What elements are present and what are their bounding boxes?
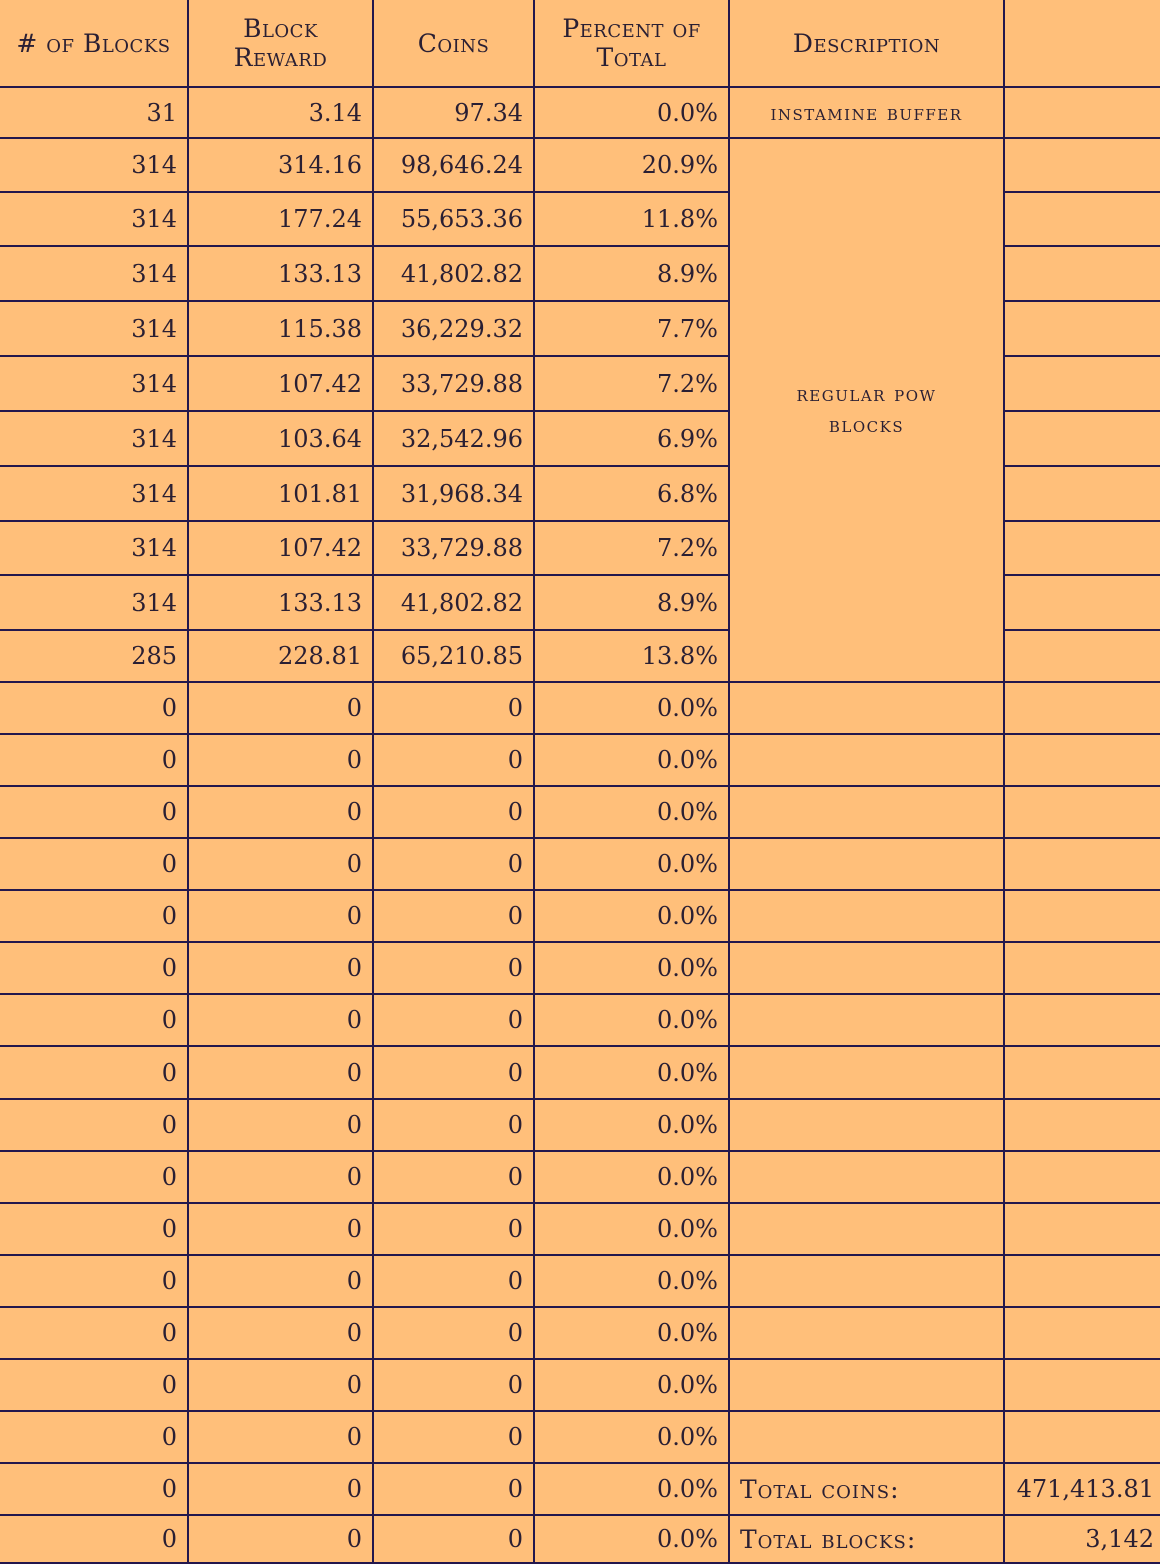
cell-percent: 0.0% bbox=[534, 1151, 729, 1203]
cell-extra bbox=[1004, 682, 1160, 734]
total-blocks-label: Total blocks: bbox=[729, 1515, 1004, 1563]
cell-reward: 133.13 bbox=[188, 575, 373, 630]
cell-blocks: 314 bbox=[0, 466, 188, 521]
cell-reward: 314.16 bbox=[188, 138, 373, 192]
table-row bbox=[0, 994, 1160, 1046]
cell-blocks: 0 bbox=[0, 1046, 188, 1099]
cell-extra bbox=[1004, 838, 1160, 890]
cell-blocks: 31 bbox=[0, 87, 188, 138]
cell-description bbox=[729, 1046, 1004, 1099]
table-row bbox=[0, 1359, 1160, 1411]
cell-blocks: 0 bbox=[0, 1203, 188, 1255]
cell-extra bbox=[1004, 1255, 1160, 1307]
cell-description-instamine: instamine buffer bbox=[729, 87, 1004, 138]
cell-blocks: 0 bbox=[0, 1151, 188, 1203]
cell-blocks: 0 bbox=[0, 838, 188, 890]
table-row bbox=[0, 1099, 1160, 1151]
cell-reward: 0 bbox=[188, 786, 373, 838]
cell-percent: 0.0% bbox=[534, 994, 729, 1046]
cell-extra bbox=[1004, 734, 1160, 786]
cell-blocks: 0 bbox=[0, 1099, 188, 1151]
cell-blocks: 285 bbox=[0, 630, 188, 682]
cell-extra bbox=[1004, 1151, 1160, 1203]
cell-percent: 8.9% bbox=[534, 246, 729, 301]
cell-coins: 0 bbox=[373, 890, 534, 942]
cell-coins: 0 bbox=[373, 1046, 534, 1099]
cell-extra bbox=[1004, 942, 1160, 994]
cell-description bbox=[729, 1307, 1004, 1359]
cell-coins: 98,646.24 bbox=[373, 138, 534, 192]
cell-reward: 0 bbox=[188, 942, 373, 994]
table-row bbox=[0, 1463, 1160, 1515]
cell-percent: 0.0% bbox=[534, 734, 729, 786]
cell-coins: 0 bbox=[373, 994, 534, 1046]
cell-blocks: 0 bbox=[0, 994, 188, 1046]
cell-percent: 0.0% bbox=[534, 1411, 729, 1463]
cell-blocks: 0 bbox=[0, 890, 188, 942]
cell-reward: 0 bbox=[188, 1411, 373, 1463]
table-body bbox=[0, 87, 1160, 1563]
cell-coins: 0 bbox=[373, 1307, 534, 1359]
cell-percent: 8.9% bbox=[534, 575, 729, 630]
cell-extra bbox=[1004, 890, 1160, 942]
cell-coins: 0 bbox=[373, 1463, 534, 1515]
cell-coins: 41,802.82 bbox=[373, 246, 534, 301]
cell-percent: 0.0% bbox=[534, 1515, 729, 1563]
cell-description bbox=[729, 1151, 1004, 1203]
header-row bbox=[0, 0, 1160, 87]
table-row bbox=[0, 786, 1160, 838]
cell-extra bbox=[1004, 301, 1160, 356]
cell-reward: 107.42 bbox=[188, 521, 373, 575]
cell-description bbox=[729, 1203, 1004, 1255]
cell-extra bbox=[1004, 1099, 1160, 1151]
cell-extra bbox=[1004, 411, 1160, 466]
table-row bbox=[0, 838, 1160, 890]
table-row bbox=[0, 1307, 1160, 1359]
cell-percent: 20.9% bbox=[534, 138, 729, 192]
cell-description bbox=[729, 786, 1004, 838]
cell-coins: 0 bbox=[373, 1359, 534, 1411]
table-row bbox=[0, 682, 1160, 734]
cell-coins: 31,968.34 bbox=[373, 466, 534, 521]
cell-extra bbox=[1004, 1046, 1160, 1099]
cell-extra bbox=[1004, 630, 1160, 682]
cell-percent: 0.0% bbox=[534, 786, 729, 838]
cell-percent: 7.2% bbox=[534, 356, 729, 411]
cell-extra bbox=[1004, 192, 1160, 246]
cell-percent: 0.0% bbox=[534, 1099, 729, 1151]
cell-coins: 65,210.85 bbox=[373, 630, 534, 682]
cell-reward: 115.38 bbox=[188, 301, 373, 356]
cell-reward: 177.24 bbox=[188, 192, 373, 246]
table-row bbox=[0, 1046, 1160, 1099]
cell-percent: 0.0% bbox=[534, 682, 729, 734]
cell-reward: 0 bbox=[188, 1046, 373, 1099]
cell-percent: 13.8% bbox=[534, 630, 729, 682]
cell-extra bbox=[1004, 521, 1160, 575]
cell-reward: 0 bbox=[188, 1307, 373, 1359]
cell-blocks: 314 bbox=[0, 411, 188, 466]
cell-percent: 6.8% bbox=[534, 466, 729, 521]
cell-reward: 107.42 bbox=[188, 356, 373, 411]
table-row bbox=[0, 1203, 1160, 1255]
cell-reward: 133.13 bbox=[188, 246, 373, 301]
cell-extra bbox=[1004, 466, 1160, 521]
cell-coins: 0 bbox=[373, 942, 534, 994]
cell-coins: 33,729.88 bbox=[373, 521, 534, 575]
header-coins: Coins bbox=[373, 0, 534, 87]
cell-coins: 97.34 bbox=[373, 87, 534, 138]
cell-description-regular-pow: regular pow blocks bbox=[729, 138, 1004, 682]
cell-percent: 0.0% bbox=[534, 1046, 729, 1099]
total-coins-label: Total coins: bbox=[729, 1463, 1004, 1515]
cell-reward: 0 bbox=[188, 1515, 373, 1563]
cell-description bbox=[729, 838, 1004, 890]
cell-reward: 0 bbox=[188, 734, 373, 786]
cell-coins: 0 bbox=[373, 1515, 534, 1563]
cell-percent: 0.0% bbox=[534, 1307, 729, 1359]
cell-coins: 55,653.36 bbox=[373, 192, 534, 246]
table-row bbox=[0, 890, 1160, 942]
cell-blocks: 314 bbox=[0, 246, 188, 301]
table-row bbox=[0, 942, 1160, 994]
cell-description bbox=[729, 1359, 1004, 1411]
cell-blocks: 314 bbox=[0, 301, 188, 356]
cell-reward: 0 bbox=[188, 1151, 373, 1203]
cell-extra bbox=[1004, 1203, 1160, 1255]
cell-description bbox=[729, 1255, 1004, 1307]
cell-blocks: 0 bbox=[0, 1359, 188, 1411]
cell-description bbox=[729, 942, 1004, 994]
header-extra bbox=[1004, 0, 1160, 87]
cell-blocks: 0 bbox=[0, 1411, 188, 1463]
cell-blocks: 314 bbox=[0, 192, 188, 246]
cell-percent: 0.0% bbox=[534, 890, 729, 942]
cell-coins: 0 bbox=[373, 838, 534, 890]
cell-blocks: 0 bbox=[0, 1255, 188, 1307]
cell-coins: 0 bbox=[373, 786, 534, 838]
cell-extra bbox=[1004, 1307, 1160, 1359]
cell-percent: 0.0% bbox=[534, 1203, 729, 1255]
cell-description bbox=[729, 1411, 1004, 1463]
cell-reward: 0 bbox=[188, 1359, 373, 1411]
header-percent-total: Percent of Total bbox=[534, 0, 729, 87]
header-block-reward: Block Reward bbox=[188, 0, 373, 87]
cell-reward: 228.81 bbox=[188, 630, 373, 682]
cell-blocks: 0 bbox=[0, 1307, 188, 1359]
cell-percent: 0.0% bbox=[534, 838, 729, 890]
cell-coins: 32,542.96 bbox=[373, 411, 534, 466]
cell-percent: 7.7% bbox=[534, 301, 729, 356]
cell-description bbox=[729, 734, 1004, 786]
cell-percent: 0.0% bbox=[534, 1359, 729, 1411]
cell-reward: 0 bbox=[188, 1099, 373, 1151]
cell-reward: 0 bbox=[188, 994, 373, 1046]
cell-coins: 0 bbox=[373, 1099, 534, 1151]
cell-description bbox=[729, 682, 1004, 734]
table-row bbox=[0, 1515, 1160, 1563]
cell-extra bbox=[1004, 1411, 1160, 1463]
cell-extra bbox=[1004, 356, 1160, 411]
cell-coins: 41,802.82 bbox=[373, 575, 534, 630]
total-blocks-value: 3,142 bbox=[1004, 1515, 1160, 1563]
cell-blocks: 0 bbox=[0, 1515, 188, 1563]
cell-description bbox=[729, 1099, 1004, 1151]
table-row bbox=[0, 138, 1160, 192]
cell-extra bbox=[1004, 246, 1160, 301]
cell-blocks: 314 bbox=[0, 521, 188, 575]
cell-blocks: 0 bbox=[0, 786, 188, 838]
cell-extra bbox=[1004, 87, 1160, 138]
cell-percent: 7.2% bbox=[534, 521, 729, 575]
cell-extra bbox=[1004, 786, 1160, 838]
cell-reward: 0 bbox=[188, 1203, 373, 1255]
table-row bbox=[0, 1151, 1160, 1203]
cell-description bbox=[729, 890, 1004, 942]
cell-description bbox=[729, 994, 1004, 1046]
cell-extra bbox=[1004, 138, 1160, 192]
cell-extra bbox=[1004, 994, 1160, 1046]
cell-extra bbox=[1004, 575, 1160, 630]
cell-blocks: 314 bbox=[0, 138, 188, 192]
cell-blocks: 0 bbox=[0, 942, 188, 994]
cell-percent: 11.8% bbox=[534, 192, 729, 246]
cell-coins: 36,229.32 bbox=[373, 301, 534, 356]
table-row bbox=[0, 1411, 1160, 1463]
cell-coins: 0 bbox=[373, 1203, 534, 1255]
cell-blocks: 0 bbox=[0, 1463, 188, 1515]
total-coins-value: 471,413.81 bbox=[1004, 1463, 1160, 1515]
cell-coins: 0 bbox=[373, 682, 534, 734]
cell-reward: 0 bbox=[188, 1255, 373, 1307]
cell-blocks: 0 bbox=[0, 734, 188, 786]
table-row bbox=[0, 87, 1160, 138]
cell-percent: 0.0% bbox=[534, 1255, 729, 1307]
cell-coins: 0 bbox=[373, 1255, 534, 1307]
cell-reward: 0 bbox=[188, 682, 373, 734]
cell-percent: 0.0% bbox=[534, 1463, 729, 1515]
cell-coins: 0 bbox=[373, 734, 534, 786]
cell-reward: 101.81 bbox=[188, 466, 373, 521]
cell-percent: 0.0% bbox=[534, 942, 729, 994]
cell-blocks: 314 bbox=[0, 356, 188, 411]
table-row bbox=[0, 1255, 1160, 1307]
table-row bbox=[0, 734, 1160, 786]
cell-reward: 0 bbox=[188, 1463, 373, 1515]
cell-reward: 103.64 bbox=[188, 411, 373, 466]
cell-coins: 33,729.88 bbox=[373, 356, 534, 411]
cell-reward: 3.14 bbox=[188, 87, 373, 138]
cell-extra bbox=[1004, 1359, 1160, 1411]
cell-reward: 0 bbox=[188, 838, 373, 890]
cell-percent: 6.9% bbox=[534, 411, 729, 466]
cell-blocks: 314 bbox=[0, 575, 188, 630]
cell-coins: 0 bbox=[373, 1151, 534, 1203]
cell-coins: 0 bbox=[373, 1411, 534, 1463]
header-num-blocks: # of Blocks bbox=[0, 0, 188, 87]
cell-blocks: 0 bbox=[0, 682, 188, 734]
cell-percent: 0.0% bbox=[534, 87, 729, 138]
cell-reward: 0 bbox=[188, 890, 373, 942]
header-description: Description bbox=[729, 0, 1004, 87]
